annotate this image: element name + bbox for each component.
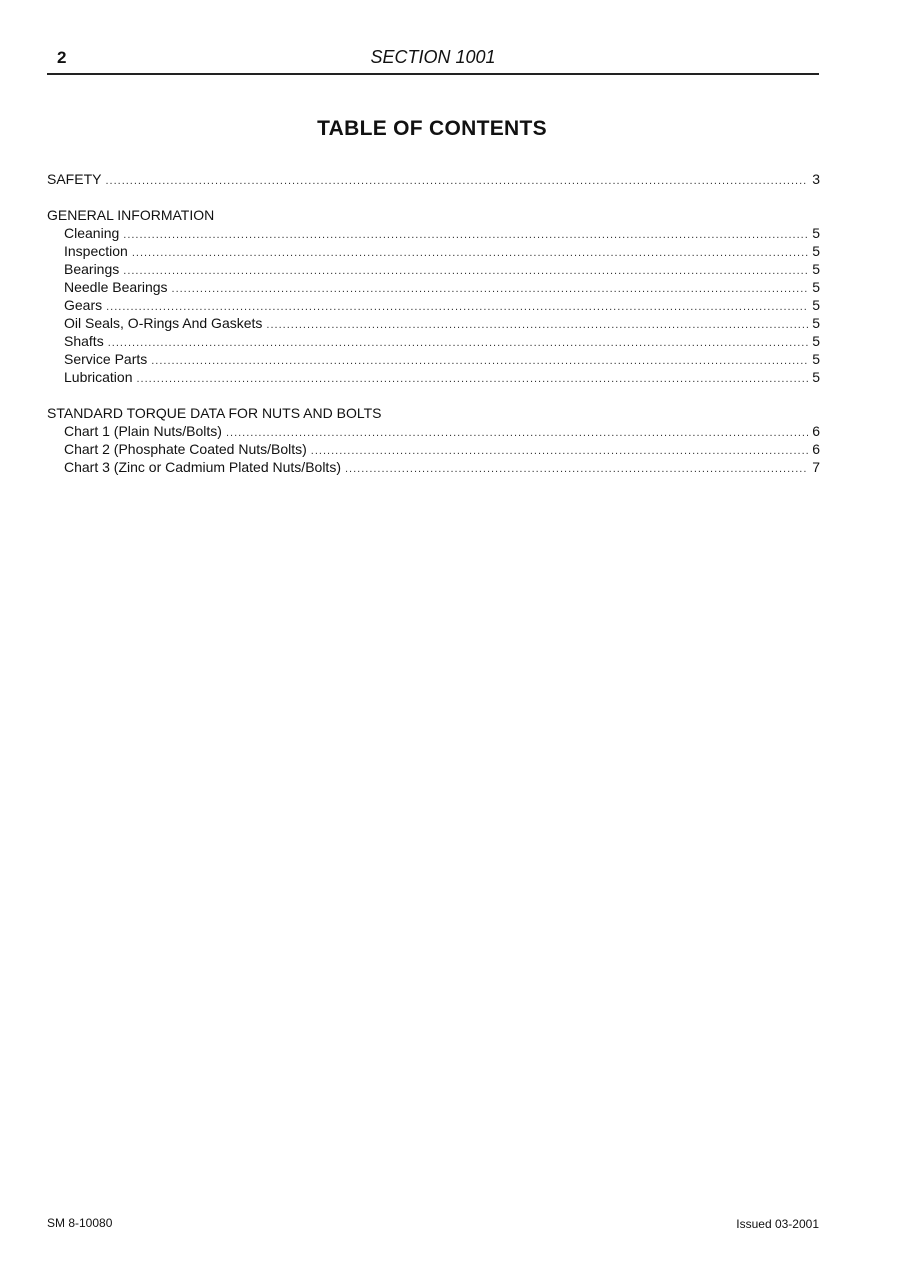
toc-entry-page: 5 [812,351,820,367]
header-rule [47,73,819,75]
dot-leader [132,244,808,262]
toc-entry-page: 5 [812,297,820,313]
toc-entry-label: Gears [64,297,103,313]
toc-entry[interactable] [47,458,820,476]
toc-entry-page: 3 [812,171,820,187]
toc-entry-page: 5 [812,333,820,349]
dot-leader [108,334,809,352]
dot-leader [137,370,809,388]
toc-entry-label: Service Parts [64,351,148,367]
dot-leader [105,172,808,190]
toc-entry-page: 6 [812,441,820,457]
toc-entry-page: 7 [812,459,820,475]
toc-entry-label: Lubrication [64,369,133,385]
document-id: SM 8-10080 [47,1216,113,1230]
toc-entry-label: Inspection [64,243,128,259]
dot-leader [151,352,808,370]
toc-entry-label: Chart 1 (Plain Nuts/Bolts) [64,423,222,439]
toc-entry[interactable] [47,224,820,242]
toc-heading-torque: STANDARD TORQUE DATA FOR NUTS AND BOLTS [47,405,382,421]
toc-entry-label: Bearings [64,261,120,277]
dot-leader [123,226,808,244]
toc-entry[interactable] [47,368,820,386]
dot-leader [311,442,808,460]
dot-leader [345,460,808,478]
page-number: 2 [57,48,67,67]
table-of-contents [47,170,820,476]
toc-entry-safety[interactable] [47,170,820,188]
issue-date: Issued 03-2001 [736,1217,819,1231]
toc-entry[interactable] [47,278,820,296]
toc-entry-page: 5 [812,261,820,277]
toc-entry[interactable] [47,296,820,314]
toc-entry-page: 5 [812,369,820,385]
toc-entry-label: Cleaning [64,225,120,241]
toc-entry-label: Oil Seals, O-Rings And Gaskets [64,315,263,331]
toc-entry-page: 5 [812,279,820,295]
toc-entry[interactable] [47,260,820,278]
toc-entry-label: Needle Bearings [64,279,168,295]
toc-entry-label: Shafts [64,333,104,349]
toc-entry[interactable] [47,350,820,368]
toc-entry[interactable] [47,440,820,458]
dot-leader [123,262,808,280]
toc-entry[interactable] [47,422,820,440]
dot-leader [226,424,808,442]
toc-entry-label: SAFETY [47,171,102,187]
dot-leader [266,316,808,334]
toc-entry[interactable] [47,242,820,260]
toc-entry-label: Chart 3 (Zinc or Cadmium Plated Nuts/Bolts) [64,459,341,475]
toc-entry-label: Chart 2 (Phosphate Coated Nuts/Bolts) [64,441,307,457]
section-title: SECTION 1001 [370,47,496,67]
toc-entry[interactable] [47,314,820,332]
toc-entry-page: 5 [812,225,820,241]
toc-entry-page: 5 [812,243,820,259]
toc-entry-page: 6 [812,423,820,439]
toc-entry[interactable] [47,332,820,350]
page-header [47,46,819,72]
toc-entry-page: 5 [812,315,820,331]
dot-leader [172,280,809,298]
toc-heading-general: GENERAL INFORMATION [47,207,215,223]
toc-title: TABLE OF CONTENTS [317,117,547,140]
